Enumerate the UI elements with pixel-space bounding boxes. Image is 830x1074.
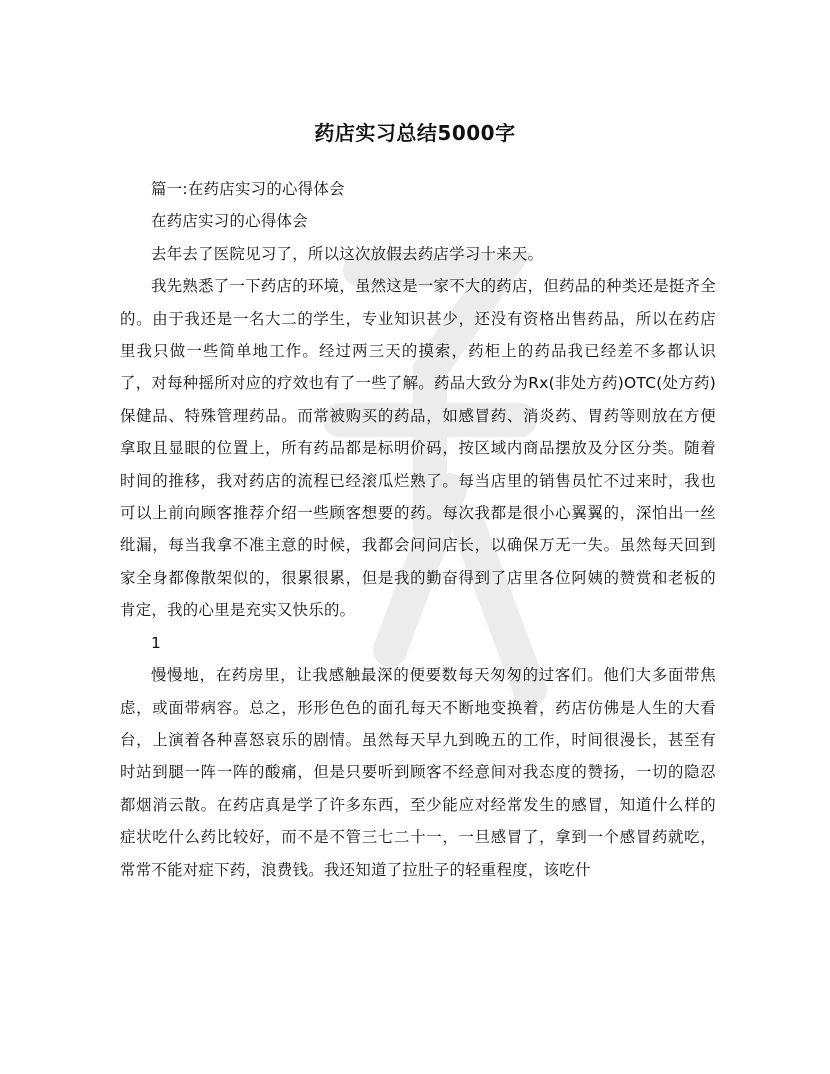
paragraph: 慢慢地，在药房里，让我感触最深的便要数每天匆匆的过客们。他们大多面带焦虑，或面带病容。总之，形形色色的面孔每天不断地变换着，药店仿佛是人生的大看台，上演着各种喜怒哀乐的剧情。虽然每天早九到晚五的工作，时间很漫长，甚至有时站到腿一阵一阵的酸痛，但是只要听到顾客不经意间对我态度的赞扬，一切的隐忍都烟消云散。在药店真是学了许多东西，至少能应对经常发生的感冒，知道什么样的症状吃什么药比较好，而不是不管三七二十一，一旦感冒了，拿到一个感冒药就吃，常常不能对症下药，浪费钱。我还知道了拉肚子的轻重程度，该吃什 xyxy=(120,666,716,879)
page-number: 1 xyxy=(151,633,162,652)
section-heading: 篇一:在药店实习的心得体会 xyxy=(151,180,345,198)
sub-heading: 在药店实习的心得体会 xyxy=(151,212,308,231)
paragraph: 去年去了医院见习了，所以这次放假去药店学习十来天。 xyxy=(151,244,544,263)
document-title: 药店实习总结5000字 xyxy=(314,121,516,145)
document-body xyxy=(120,173,716,886)
paragraph: 我先熟悉了一下药店的环境，虽然这是一家不大的药店，但药品的种类还是挺齐全的。由于我还是一名大二的学生，专业知识甚少，还没有资格出售药品，所以在药店里我只做一些简单地工作。经过两三天的摸索，药柜上的药品我已经差不多都认识了，对每种摇所对应的疗效也有了一些了解。药品大致分为Rx(非处方药)OTC(处方药)保健品、特殊管理药品。而常被购买的药品，如感冒药、消炎药、胃药等则放在方便拿取且显眼的位置上，所有药品都是标明价码，按区域内商品摆放及分区分类。随着时间的推移，我对药店的流程已经滚瓜烂熟了。每当店里的销售员忙不过来时，我也可以上前向顾客推荐介绍一些顾客想要的药。每次我都是很小心翼翼的，深怕出一丝纰漏，每当我拿不准主意的时候，我都会问问店长，以确保万无一失。虽然每天回到家全身都像散架似的，很累很累，但是我的勤奋得到了店里各位阿姨的赞赏和老板的肯定，我的心里是充实又快乐的。 xyxy=(120,277,716,620)
